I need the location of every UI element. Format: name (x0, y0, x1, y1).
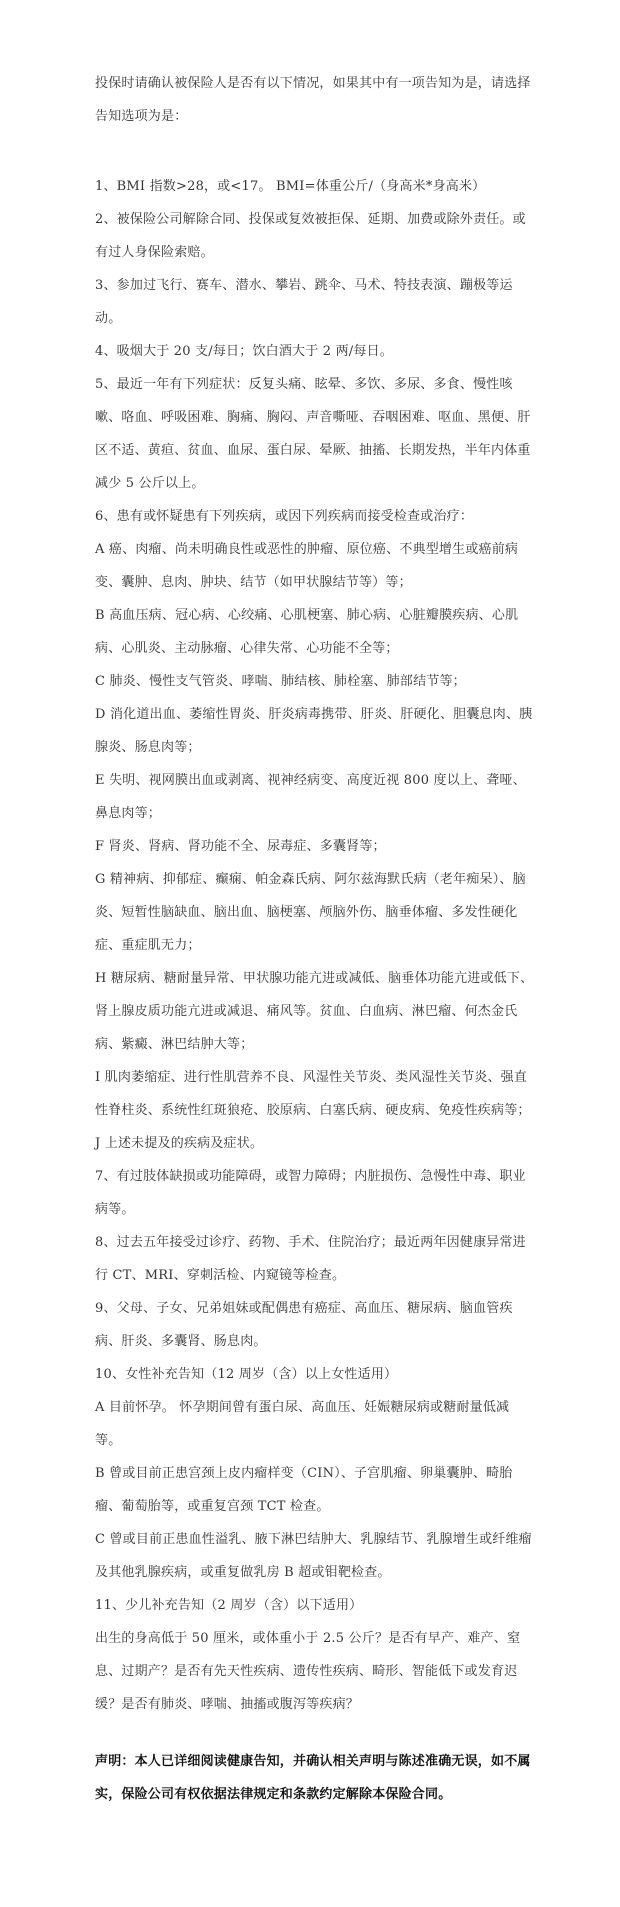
item-disease-d: D 消化道出血、萎缩性胃炎、肝炎病毒携带、肝炎、肝硬化、胆囊息肉、胰腺炎、肠息肉等； (95, 707, 533, 755)
item-diseases-heading: 6、患有或怀疑患有下列疾病，或因下列疾病而接受检查或治疗： (95, 509, 474, 524)
item-symptoms: 5、最近一年有下列症状：反复头痛、眩晕、多饮、多尿、多食、慢性咳嗽、咯血、呼吸困难、胸痛、胸闷、声音嘶哑、吞咽困难、呕血、黑便、肝区不适、黄疸、贫血、血尿、蛋白尿、晕厥、抽搐、长期发热，半年内体重减少 5 公斤以上。 (95, 377, 531, 491)
blank-spacer (95, 133, 535, 170)
item-disability: 7、有过肢体缺损或功能障碍，或智力障碍；内脏损伤、急慢性中毒、职业病等。 (95, 1169, 526, 1217)
item-dangerous-sports: 3、参加过飞行、赛车、潜水、攀岩、跳伞、马术、特技表演、蹦极等运动。 (95, 278, 513, 326)
item-disease-c: C 肺炎、慢性支气管炎、哮喘、肺结核、肺栓塞、肺部结节等； (95, 674, 466, 689)
item-treatment-history: 8、过去五年接受过诊疗、药物、手术、住院治疗；最近两年因健康异常进行 CT、MRI、穿刺活检、内窥镜等检查。 (95, 1235, 526, 1283)
health-disclosure-document (95, 67, 535, 1811)
declaration-text: 声明：本人已详细阅读健康告知，并确认相关声明与陈述准确无误，如不属实，保险公司有权依据法律规定和条款约定解除本保险合同。 (95, 1754, 531, 1802)
item-female-b: B 曾或目前正患宫颈上皮内瘤样变（CIN）、子宫肌瘤、卵巢囊肿、畸胎瘤、葡萄胎等，或重复宫颈 TCT 检查。 (95, 1466, 513, 1514)
item-disease-j: J 上述未提及的疾病及症状。 (95, 1136, 264, 1151)
item-disease-g: G 精神病、抑郁症、癫痫、帕金森氏病、阿尔兹海默氏病（老年痴呆）、脑炎、短暂性脑缺血、脑出血、脑梗塞、颅脑外伤、脑垂体瘤、多发性硬化症、重症肌无力； (95, 872, 526, 953)
item-disease-a: A 癌、肉瘤、尚未明确良性或恶性的肿瘤、原位癌、不典型增生或癌前病变、囊肿、息肉、肿块、结节（如甲状腺结节等）等； (95, 542, 519, 590)
item-smoking-drinking: 4、吸烟大于 20 支/每日；饮白酒大于 2 两/每日。 (95, 344, 393, 359)
item-child-heading: 11、少儿补充告知（2 周岁（含）以下适用） (95, 1598, 363, 1613)
item-female-heading: 10、女性补充告知（12 周岁（含）以上女性适用） (95, 1367, 398, 1382)
item-disease-f: F 肾炎、肾病、肾功能不全、尿毒症、多囊肾等； (95, 839, 386, 854)
item-family-history: 9、父母、子女、兄弟姐妹或配偶患有癌症、高血压、糖尿病、脑血管疾病、肝炎、多囊肾、肠息肉。 (95, 1301, 513, 1349)
item-disease-i: I 肌肉萎缩症、进行性肌营养不良、风湿性关节炎、类风湿性关节炎、强直性脊柱炎、系统性红斑狼疮、胶原病、白塞氏病、硬皮病、免疫性疾病等； (95, 1070, 531, 1118)
item-bmi: 1、BMI 指数>28，或<17。 BMI=体重公斤/（身高米*身高米） (95, 179, 486, 194)
declaration-spacer (95, 1721, 535, 1745)
item-insurance-history: 2、被保险公司解除合同、投保或复效被拒保、延期、加费或除外责任。或有过人身保险索赔。 (95, 212, 526, 260)
intro-text: 投保时请确认被保险人是否有以下情况，如果其中有一项告知为是，请选择告知选项为是： (95, 76, 531, 124)
item-child-details: 出生的身高低于 50 厘米，或体重小于 2.5 公斤？是否有早产、难产、窒息、过期产？是否有先天性疾病、遗传性疾病、畸形、智能低下或发育迟缓？是否有肺炎、哮喘、抽搐或腹泻等疾病？ (95, 1631, 521, 1712)
item-female-a: A 目前怀孕。 怀孕期间曾有蛋白尿、高血压、妊娠糖尿病或糖耐量低减等。 (95, 1400, 510, 1448)
item-disease-b: B 高血压病、冠心病、心绞痛、心肌梗塞、肺心病、心脏瓣膜疾病、心肌病、心肌炎、主动脉瘤、心律失常、心功能不全等； (95, 608, 519, 656)
item-disease-e: E 失明、视网膜出血或剥离、视神经病变、高度近视 800 度以上、聋哑、鼻息肉等； (95, 773, 526, 821)
item-disease-h: H 糖尿病、糖耐量异常、甲状腺功能亢进或减低、脑垂体功能亢进或低下、肾上腺皮质功能亢进或减退、痛风等。贫血、白血病、淋巴瘤、何杰金氏病、紫癜、淋巴结肿大等； (95, 971, 534, 1052)
item-female-c: C 曾或目前正患血性溢乳、腋下淋巴结肿大、乳腺结节、乳腺增生或纤维瘤及其他乳腺疾病，或重复做乳房 B 超或钼靶检查。 (95, 1532, 532, 1580)
